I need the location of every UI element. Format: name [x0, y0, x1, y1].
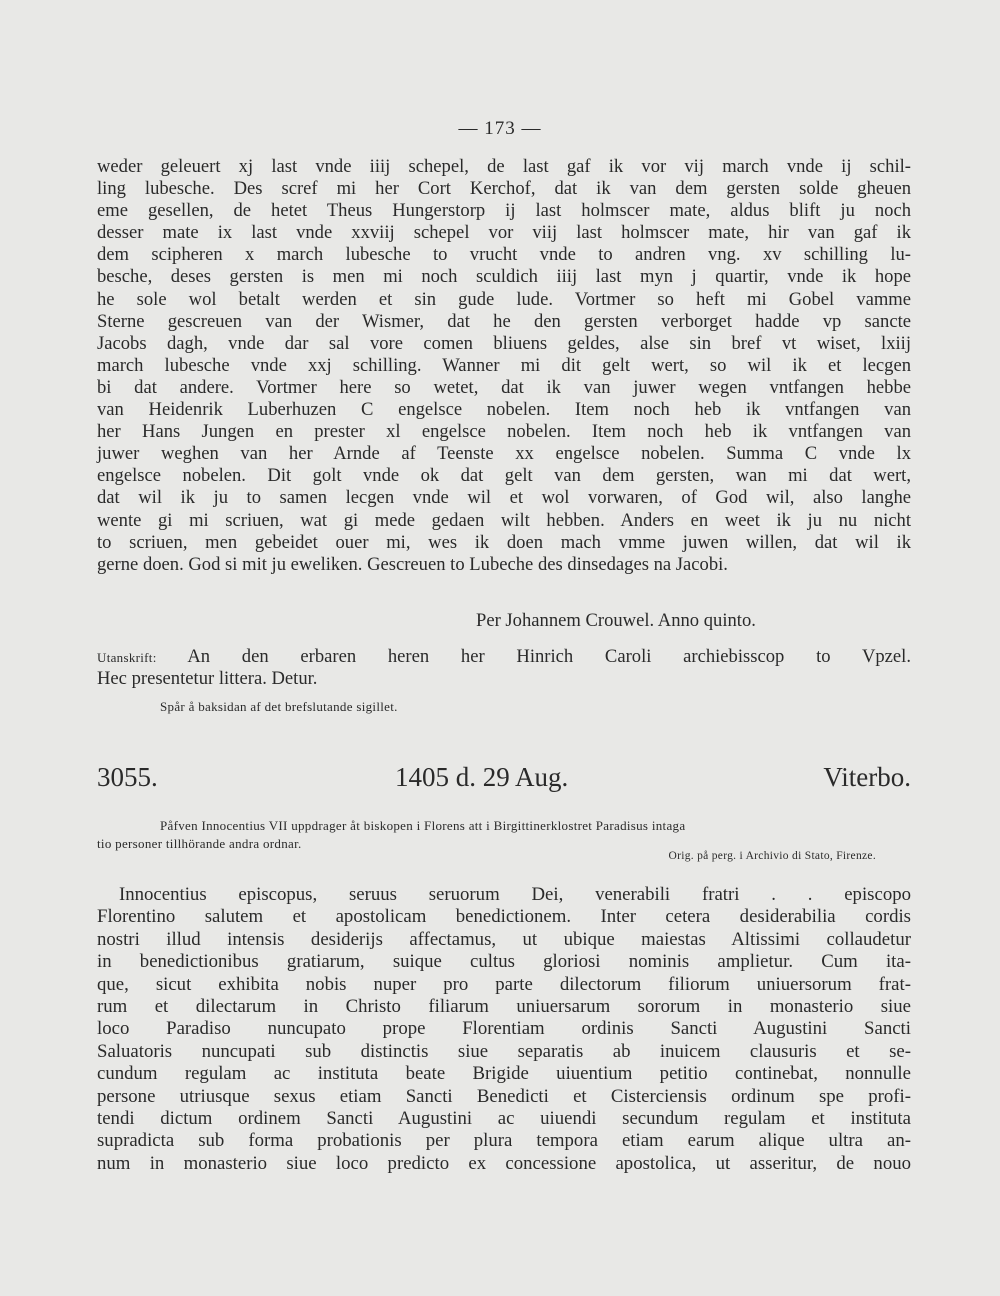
text-line: gerne doen. God si mit ju eweliken. Gescreuen to Lubeche des dinsedages na Jacobi. [97, 553, 728, 575]
latin-body [97, 884, 911, 1175]
text-line: Saluatoris nuncupati sub distinctis siue separatis ab inuicem clausuris et se- [97, 1040, 911, 1062]
text-line: weder geleuert xj last vnde iiij schepel, de last gaf ik vor vij march vnde ij schil- [97, 156, 911, 177]
text-line: her Hans Jungen en prester xl engelsce nobelen. Item noch heb ik vntfangen van [97, 421, 911, 443]
summary-line: tio personer tillhörande andra ordnar. [97, 836, 302, 851]
document-number: 3055. [97, 762, 158, 792]
text-line: besche, deses gersten is men mi noch sculdich iiij last myn j quartir, vnde ik hope [97, 266, 911, 288]
text-line: num in monasterio siue loco predicto ex concessione apostolica, ut asseritur, de nouo [97, 1152, 911, 1174]
text-line: van Heidenrik Luberhuzen C engelsce nobelen. Item noch heb ik vntfangen van [97, 399, 911, 421]
text-line: to scriuen, men gebeidet ouer mi, wes ik doen mach vmme juwen willen, dat wil ik [97, 531, 911, 553]
text-line: persone utriusque sexus etiam Sancti Benedicti et Cisterciensis ordinum spe profi- [97, 1085, 911, 1107]
text-line: dem scipheren x march lubesche to vrucht vnde to andren vng. xv schilling lu- [97, 244, 911, 266]
seal-note: Spår å baksidan af det brefslutande sigillet. [160, 699, 398, 714]
text-line: dat wil ik ju to samen lecgen vnde wil et wol vorwaren, of God wil, also langhe [97, 487, 911, 509]
text-line: nostri illud intensis desiderijs affectamus, ut ubique maiestas Altissimi collaudetur [97, 928, 911, 950]
text-line: Sterne gescreuen van der Wismer, dat he den gersten verborget hadde vp sancte [97, 310, 911, 332]
text-line: engelsce nobelen. Dit golt vnde ok dat gelt van dem gersten, wan mi dat wert, [97, 465, 911, 487]
text-line: Florentino salutem et apostolicam benedictionem. Inter cetera desiderabilia cordis [97, 906, 911, 928]
text-line: loco Paradiso nuncupato prope Florentiam ordinis Sancti Augustini Sancti [97, 1018, 911, 1040]
text-line: wente gi mi scriuen, wat gi mede gedaen wilt hebben. Anders en weet ik ju nu nicht [97, 509, 911, 531]
text-line: march lubesche vnde xxj schilling. Wanner mi dit gelt wert, so wil ik et lecgen [97, 354, 911, 376]
text-line: juwer weghen van her Arnde af Teenste xx engelsce nobelen. Summa C vnde lx [97, 443, 911, 465]
text-line: Jacobs dagh, vnde dar sal vore comen bliuens geldes, alse sin bref vt wiset, lxiij [97, 332, 911, 354]
text-line: in benedictionibus gratiarum, suique cultus gloriosi nominis amplietur. Cum ita- [97, 951, 911, 973]
text-line: Innocentius episcopus, seruus seruorum Dei, venerabili fratri . . episcopo [119, 884, 911, 905]
source-note: Orig. på perg. i Archivio di Stato, Firenze. [668, 850, 876, 862]
document-summary [97, 817, 911, 853]
text-line: eme gesellen, de hetet Theus Hungerstorp ij last holmscer mate, aldus blift ju noch [97, 200, 911, 222]
address-line [97, 646, 911, 668]
text-line: ling lubesche. Des scref mi her Cort Kerchof, dat ik van dem gersten solde gheuen [97, 178, 911, 200]
text-line: he sole wol betalt werden et sin gude lude. Vortmer so heft mi Gobel vamme [97, 288, 911, 310]
address-text: An den erbaren heren her Hinrich Caroli archiebisscop to Vpzel. [187, 646, 911, 667]
letter-body [97, 156, 911, 576]
text-line: supradicta sub forma probationis per plura tempora etiam earum alique ultra an- [97, 1130, 911, 1152]
page-number: — 173 — [458, 118, 542, 139]
address-label: Utanskrift: [97, 650, 157, 665]
text-line: rum et dilectarum in Christo filiarum uniuersarum sororum in monasterio siue [97, 995, 911, 1017]
text-line: cundum regulam ac instituta beate Brigide uiuentium petitio continebat, nonnulle [97, 1063, 911, 1085]
address-line: Hec presentetur littera. Detur. [97, 668, 318, 690]
letter-signature: Per Johannem Crouwel. Anno quinto. [476, 610, 756, 631]
summary-line: Påfven Innocentius VII uppdrager åt biskopen i Florens att i Birgittinerklostret Paradisus intaga [160, 818, 686, 833]
text-line: que, sicut exhibita nobis nuper pro parte dilectorum filiorum uniuersorum frat- [97, 973, 911, 995]
address-block [97, 646, 911, 690]
document-header [97, 760, 911, 794]
text-line: bi dat andere. Vortmer here so wetet, dat ik van juwer wegen vntfangen hebbe [97, 376, 911, 398]
text-line: tendi dictum ordinem Sancti Augustini ac uiuendi secundum regulam et instituta [97, 1107, 911, 1129]
document-place: Viterbo. [823, 762, 911, 792]
document-date: 1405 d. 29 Aug. [395, 762, 569, 792]
text-line: desser mate ix last vnde xxviij schepel vor viij last holmscer mate, hir van gaf ik [97, 222, 911, 244]
